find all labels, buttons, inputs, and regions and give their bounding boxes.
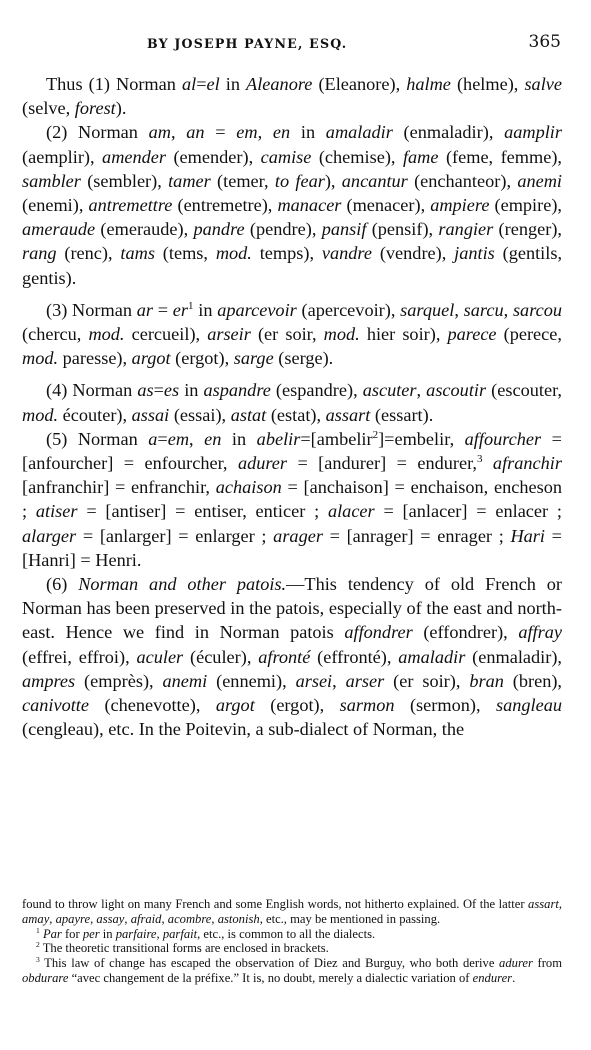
paragraph-3: (3) Norman ar = $er^1$ in aparcevoir (apercevoir), sarquel, sarcu, sarcou (chercu, mod. cercueil), arseir (er soir, mod. hier soir), parece (perece, mod. paresse), argot (ergot), sarge (serge). (22, 299, 563, 369)
footnote-1: $^1$ Par for per in parfaire, parfait, etc., is common to all the dialects. (36, 925, 376, 941)
footnote-continuation: found to throw light on many French and some English words, not hitherto explained. Of the latter assart, amay, apayre, assay, afraid, acombre, astonish, etc., may be mentioned in passing. (22, 897, 562, 926)
paragraph-1: Thus (1) Norman al=el in Aleanore (Eleanore), halme (helme), salve (selve, forest). (22, 74, 562, 119)
page-header (22, 32, 561, 58)
paragraph-4: (4) Norman as=es in aspandre (espandre), ascuter, ascoutir (escouter, mod. écouter), assai (essai), astat (estat), assart (essart). (22, 380, 562, 425)
running-head: BY JOSEPH PAYNE, ESQ. (147, 36, 348, 51)
footnotes (22, 897, 562, 986)
page-number: 365 (528, 32, 561, 52)
main-text (22, 72, 562, 741)
footnote-2: $^2$ The theoretic transitional forms are enclosed in brackets. (36, 940, 329, 956)
paragraph-2: (2) Norman am, an = em, en in amaladir (enmaladir), aamplir (aemplir), amender (emender), camise (chemise), fame (feme, femme), sambler (sembler), tamer (temer, to fear), ancantur (enchanteor), anemi (enemi), antremettre (entremetre), manacer (menacer), ampiere (empire), ameraude (emeraude), pandre (pendre), pansif (pensif), rangier (renger), rang (renc), tams (tems, mod. temps), vandre (vendre), jantis (gentils, gentis). (22, 122, 563, 288)
paragraph-6: (6) Norman and other patois.—This tendency of old French or Norman has been preserved in the patois, especially of the east and north-east. Hence we find in Norman patois affondrer (effondrer), affray (effrei, effroi), aculer (éculer), afronté (effronté), amaladir (enmaladir), ampres (emprès), anemi (ennemi), arsei, arser (er soir), bran (bren), canivotte (chenevotte), argot (ergot), sarmon (sermon), sangleau (cengleau), etc. In the Poitevin, a sub-dialect of Norman, the (22, 574, 563, 740)
paragraph-5: (5) Norman a=em, en in abelir=[ambelir$^2$]=embelir, affourcher = [anfourcher] = enfourcher, adurer = [andurer] = endurer,$^3$ afranchir [anfranchir] = enfranchir, achaison = [anchaison] = enchaison, encheson ; atiser = [antiser] = entiser, enticer ; alacer = [anlacer] = enlacer ; alarger = [anlarger] = enlarger ; arager = [anrager] = enrager ; Hari = [Hanri] = Henri. (22, 428, 562, 570)
footnote-3: $^3$ This law of change has escaped the observation of Diez and Burguy, who both derive adurer from obdurare “avec changement de la préfixe.” It is, no doubt, merely a dialectic variation of endurer. (22, 955, 562, 985)
